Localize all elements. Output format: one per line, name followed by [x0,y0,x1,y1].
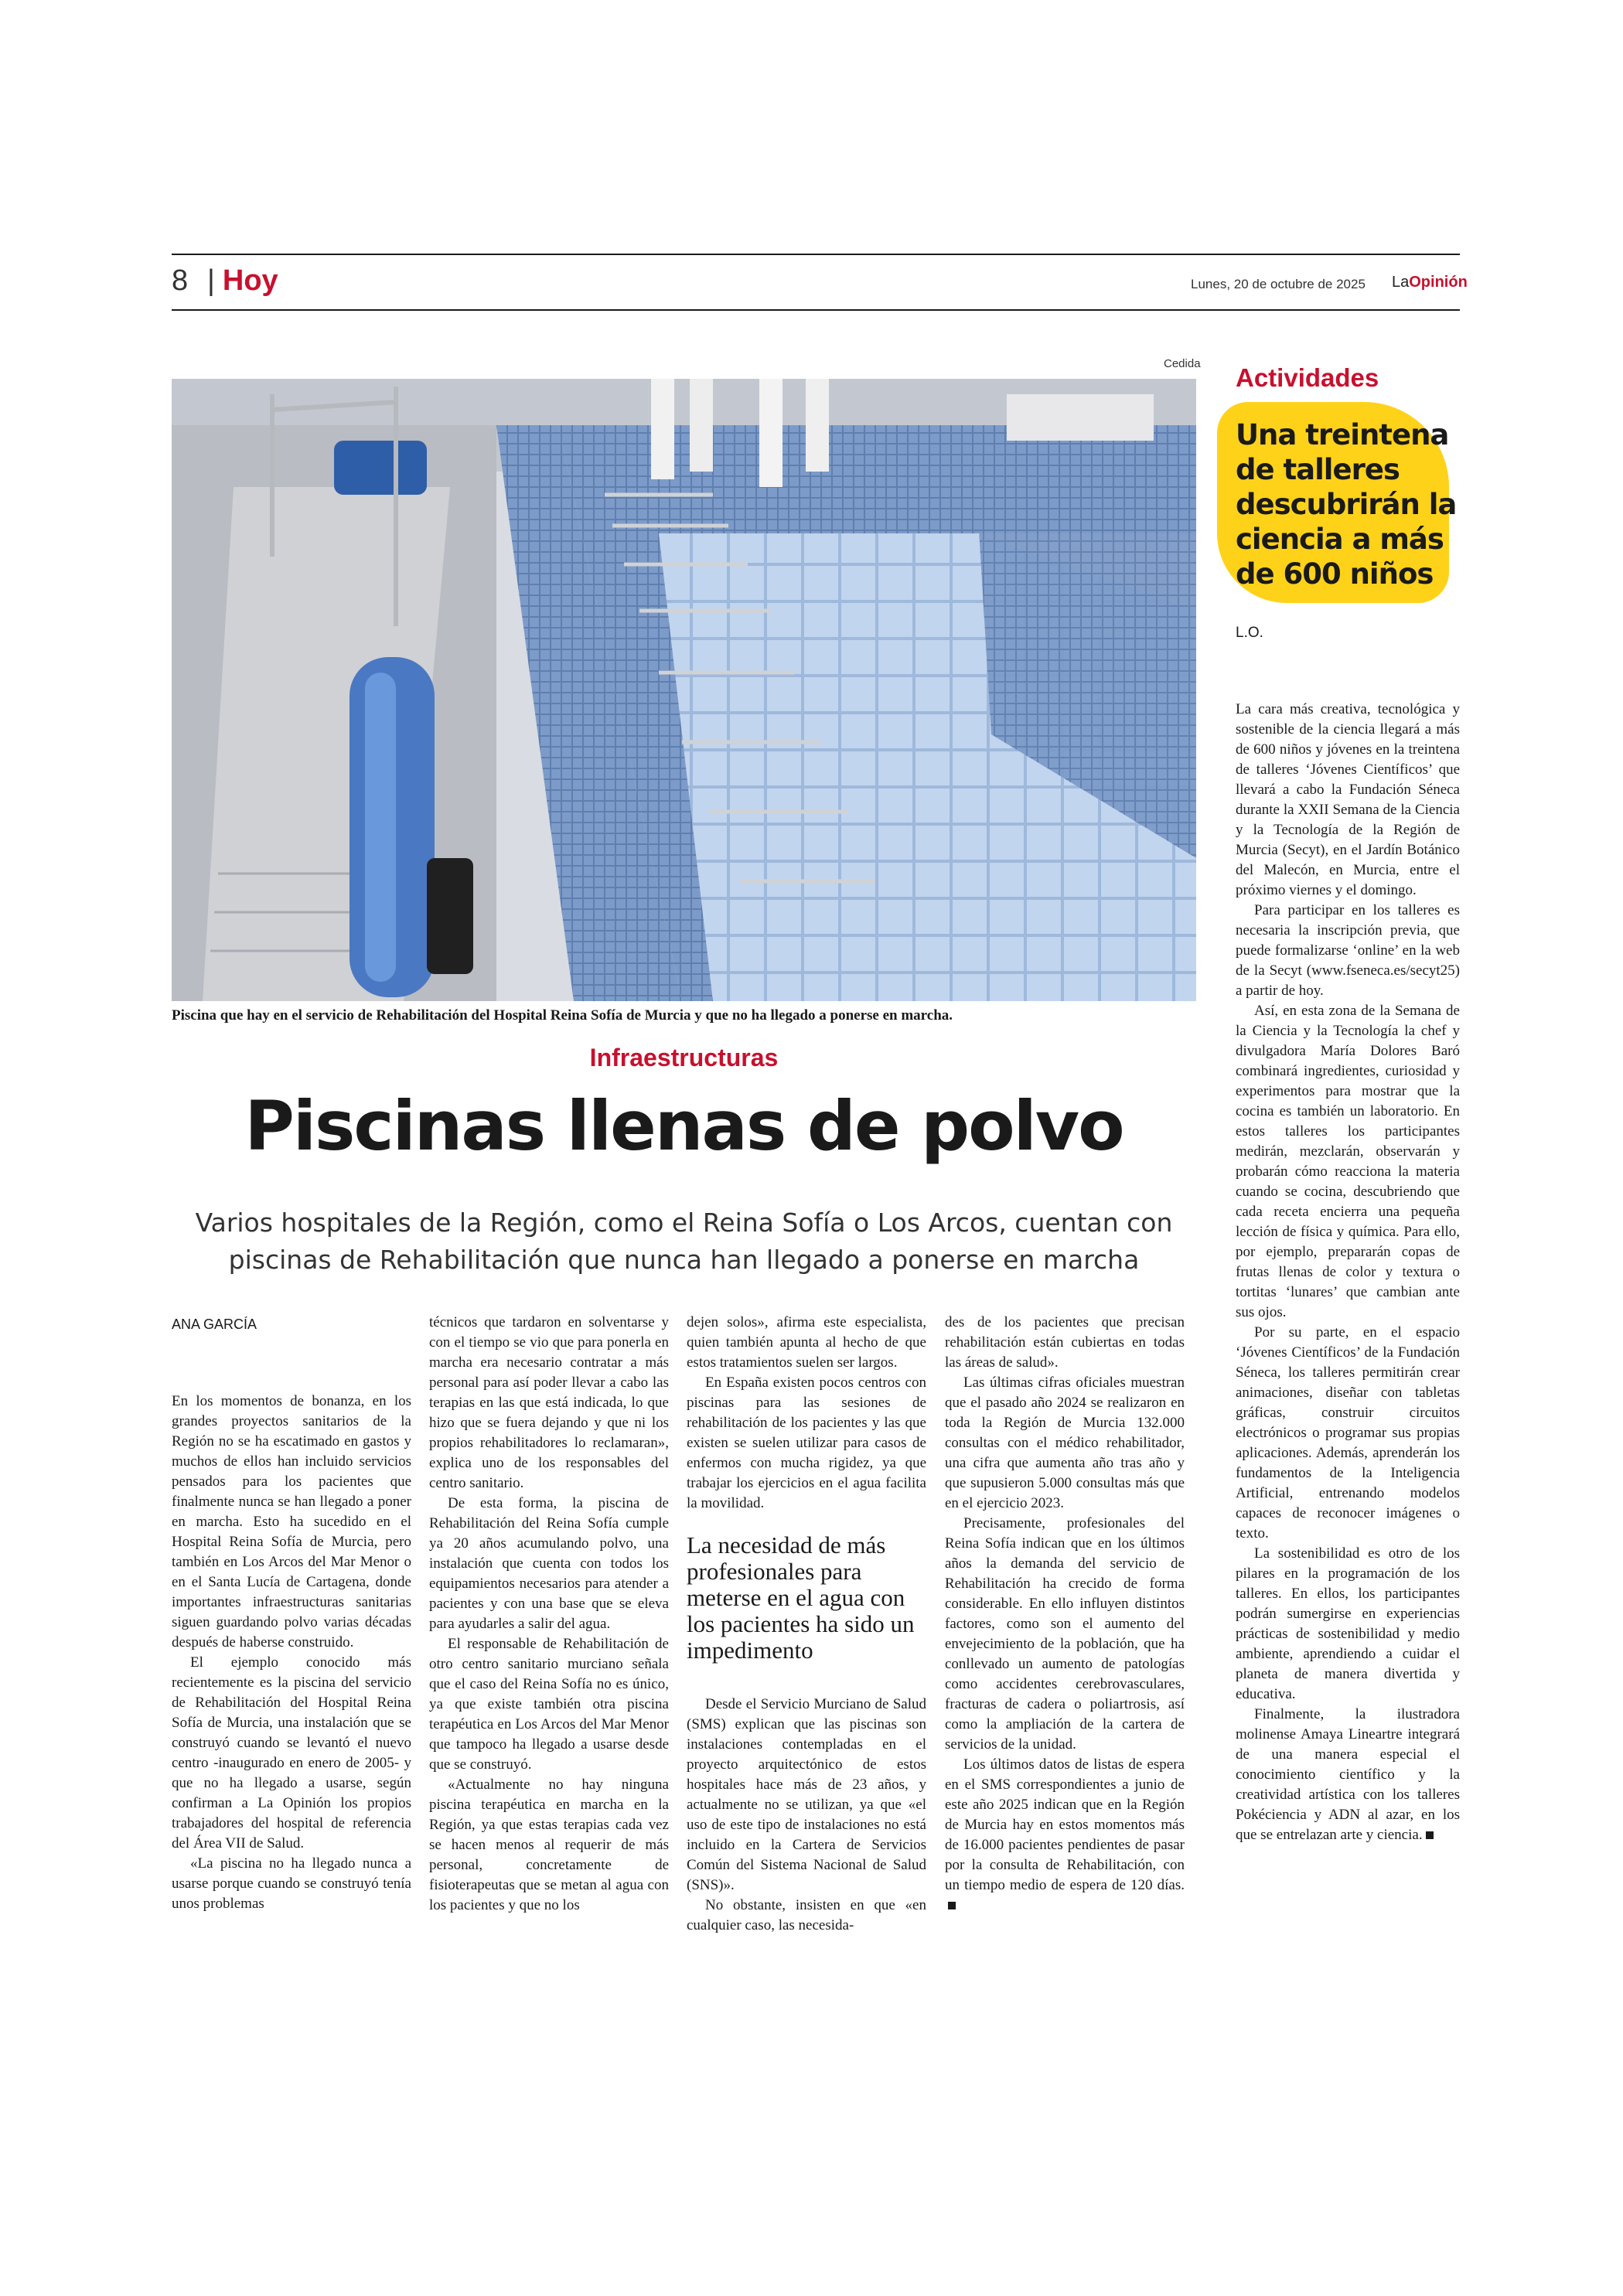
paragraph: des de los pacientes que precisan rehabilitación están cubiertas en todas las áreas de salud». [945,1314,1185,1371]
article-column-4 [945,1313,1185,1916]
paragraph: Para participar en los talleres es necesaria la inscripción previa, que puede formalizarse ‘online’ en la web de la Secyt (www.fseneca.es/secyt25) a partir de hoy. [1236,902,1460,999]
paragraph: De esta forma, la piscina de Rehabilitación del Reina Sofía cumple ya 20 años acumulando polvo, una instalación que cuenta con todos los equipamientos necesarios para atender a pacientes y con una base que se eleva para ayudarles a salir del agua. [429,1495,669,1632]
article-column-1 [172,1392,411,1914]
article-column-3 [687,1313,926,1936]
paragraph: El ejemplo conocido más recientemente es la piscina del servicio de Rehabilitación del Hospital Reina Sofía de Murcia, una instalación que se construyó cuando se levantó el nuevo centro -inaugurado en enero de 2005- y que no ha llegado a usarse, según confirman a La Opinión los propios trabajadores del hospital de referencia del Área VII de Salud. [172,1654,411,1851]
paragraph: Las últimas cifras oficiales muestran que el pasado año 2024 se realizaron en toda la Región de Murcia 132.000 consultas con el médico rehabilitador, una cifra que aumenta año tras año y que supusieron 5.000 consultas más que en el ejercicio 2023. [945,1375,1185,1511]
pool-photo [172,379,1196,1001]
paragraph: «La piscina no ha llegado nunca a usarse porque cuando se construyó tenía unos problemas [172,1855,411,1912]
pull-quote: La necesidad de más profesionales para meterse en el agua con los pacientes ha sido un impedimento [687,1531,915,1664]
paragraph: La sostenibilidad es otro de los pilares en la programación de los talleres. En ellos, los participantes podrán sumergirse en experiencias prácticas de sostenibilidad y medio ambiente, aprendiendo a cuidar el planeta de manera divertida y educativa. [1236,1545,1460,1702]
paragraph: técnicos que tardaron en solventarse y con el tiempo se vio que para ponerla en marcha era necesario contratar a más personal para así poder llevar a cabo las terapias en las que está indicada, lo que hizo que se fuera dejando y que ni los propios rehabilitadores lo reclamaran», explica uno de los responsables del centro sanitario. [429,1314,669,1491]
page-number: 8 [172,264,189,297]
header-date: Lunes, 20 de octubre de 2025 [1191,277,1366,291]
paragraph: Así, en esta zona de la Semana de la Ciencia y la Tecnología la chef y divulgadora María Dolores Baró combinará ingredientes, curiosidad y experimentos para mostrar que la cocina es también un laboratorio. En estos talleres los participantes medirán, mezclarán, observarán y probarán cómo reacciona la materia cuando se cocina, descubriendo que cada receta encierra una pequeña lección de física y química. Para ello, por ejemplo, prepararán copas de frutas llenas de color y textura o tortitas ‘lunares’ que cambian ante sus ojos. [1236,1003,1460,1320]
paragraph: Precisamente, profesionales del Reina Sofía indican que en los últimos años la demanda del servicio de Rehabilitación ha crecido de forma considerable. En ello influyen distintos factores, como son el aumento del envejecimiento de la población, que ha conllevado un aumento de patologías como accidentes cerebrovasculares, fracturas de cadera o poliartrosis, así como la ampliación de la cartera de servicios de la unidad. [945,1515,1185,1753]
photo-caption: Piscina que hay en el servicio de Rehabilitación del Hospital Reina Sofía de Murcia y que no ha llegado a ponerse en marcha. [172,1007,953,1024]
paragraph: dejen solos», afirma este especialista, quien también apunta al hecho de que estos tratamientos suelen ser largos. [687,1314,926,1371]
header-rule-bottom [172,309,1460,311]
paragraph: La cara más creativa, tecnológica y sostenible de la ciencia llegará a más de 600 niños y jóvenes en la treintena de talleres ‘Jóvenes Científicos’ que llevará a cabo la Fundación Séneca durante la XXII Semana de la Ciencia y la Tecnología de la Región de Murcia (Secyt), en el Jardín Botánico del Malecón, en Murcia, entre el próximo viernes y el domingo. [1236,701,1460,898]
paragraph: En España existen pocos centros con piscinas para las sesiones de rehabilitación de los pacientes y las que existen se suelen utilizar para casos de enfermos con mucha rigidez, ya que trabajar los ejercicios en el agua facilita la movilidad. [687,1375,926,1511]
paragraph [945,1755,1185,1916]
brand-name: Opinión [1409,274,1468,291]
brand-prefix: La [1392,274,1410,291]
paragraph: Desde el Servicio Murciano de Salud (SMS) explican que las piscinas son instalaciones contempladas en el proyecto arquitectónico de estos hospitales hace más de 23 años, y actualmente no se utilizan, ya que «el uso de este tipo de instalaciones no está incluido en la Cartera de Servicios Común del Sistema Nacional de Salud (SNS)». [687,1696,926,1893]
article-byline: ANA GARCÍA [172,1317,257,1332]
sidebar-headline: Una treintena de talleres descubrirán la ciencia a más de 600 niños [1236,418,1457,591]
paragraph: Por su parte, en el espacio ‘Jóvenes Científicos’ de la Fundación Séneca, los talleres permitirán crear animaciones, diseñar con tabletas gráficas, construir circuitos electrónicos o programar sus propias aplicaciones. Además, aprenderán los fundamentos de la Inteligencia Artificial, entrenando modelos capaces de reconocer imágenes o texto. [1236,1324,1460,1541]
paragraph-text: Los últimos datos de listas de espera en el SMS correspondientes a junio de este año 2025 indican que en la Región de Murcia hay en estos momentos más de 16.000 pacientes pendientes de pasar por la consulta de Rehabilitación, con un tiempo medio de espera de 120 días. [945,1756,1185,1893]
end-mark-icon [1426,1831,1434,1839]
section-label: | Hoy [207,264,278,297]
paragraph: No obstante, insisten en que «en cualquier caso, las necesida- [687,1897,926,1933]
article-column-2 [429,1313,669,1916]
paragraph [1236,1705,1460,1845]
brand-logo [1392,274,1468,291]
paragraph-text: Finalmente, la ilustradora molinense Amaya Lineartre integrará de una manera especial el conocimiento científico y la creatividad artística con los talleres Pokéciencia y ADN al azar, en los que se entrelazan arte y ciencia. [1236,1706,1460,1843]
sidebar-byline: L.O. [1236,625,1263,641]
article-subhead: Varios hospitales de la Región, como el Reina Sofía o Los Arcos, cuentan con piscinas de Rehabilitación que nunca han llegado a ponerse en marcha [195,1208,1173,1275]
paragraph: En los momentos de bonanza, en los grandes proyectos sanitarios de la Región no se ha escatimado en gastos y muchos de ellos han incluido servicios pensados para los pacientes que finalmente nunca se han llegado a poner en marcha. Esto ha sucedido en el Hospital Reina Sofía de Murcia, pero también en Los Arcos del Mar Menor o en el Santa Lucía de Cartagena, donde importantes infraestructuras sanitarias siguen guardando polvo varias décadas después de haberse construido. [172,1393,411,1650]
paragraph: «Actualmente no hay ninguna piscina terapéutica en marcha en la Región, ya que estas terapias cada vez se hacen menos al requerir de más personal, concretamente de fisioterapeutas que se metan al agua con los pacientes y que no los [429,1777,669,1913]
end-mark-icon [948,1902,956,1909]
header-rule-top [172,254,1460,255]
sidebar-section: Actividades [1236,363,1379,392]
article-kicker: Infraestructuras [589,1044,779,1071]
photo-credit: Cedida [1164,357,1201,370]
article-headline: Piscinas llenas de polvo [244,1086,1123,1166]
sidebar-column [1236,700,1460,1845]
paragraph: El responsable de Rehabilitación de otro centro sanitario murciano señala que el caso del Reina Sofía no es único, ya que existe también otra piscina terapéutica en Los Arcos del Mar Menor que tampoco ha llegado a usarse desde que se construyó. [429,1636,669,1773]
section-name: Hoy [222,264,278,297]
